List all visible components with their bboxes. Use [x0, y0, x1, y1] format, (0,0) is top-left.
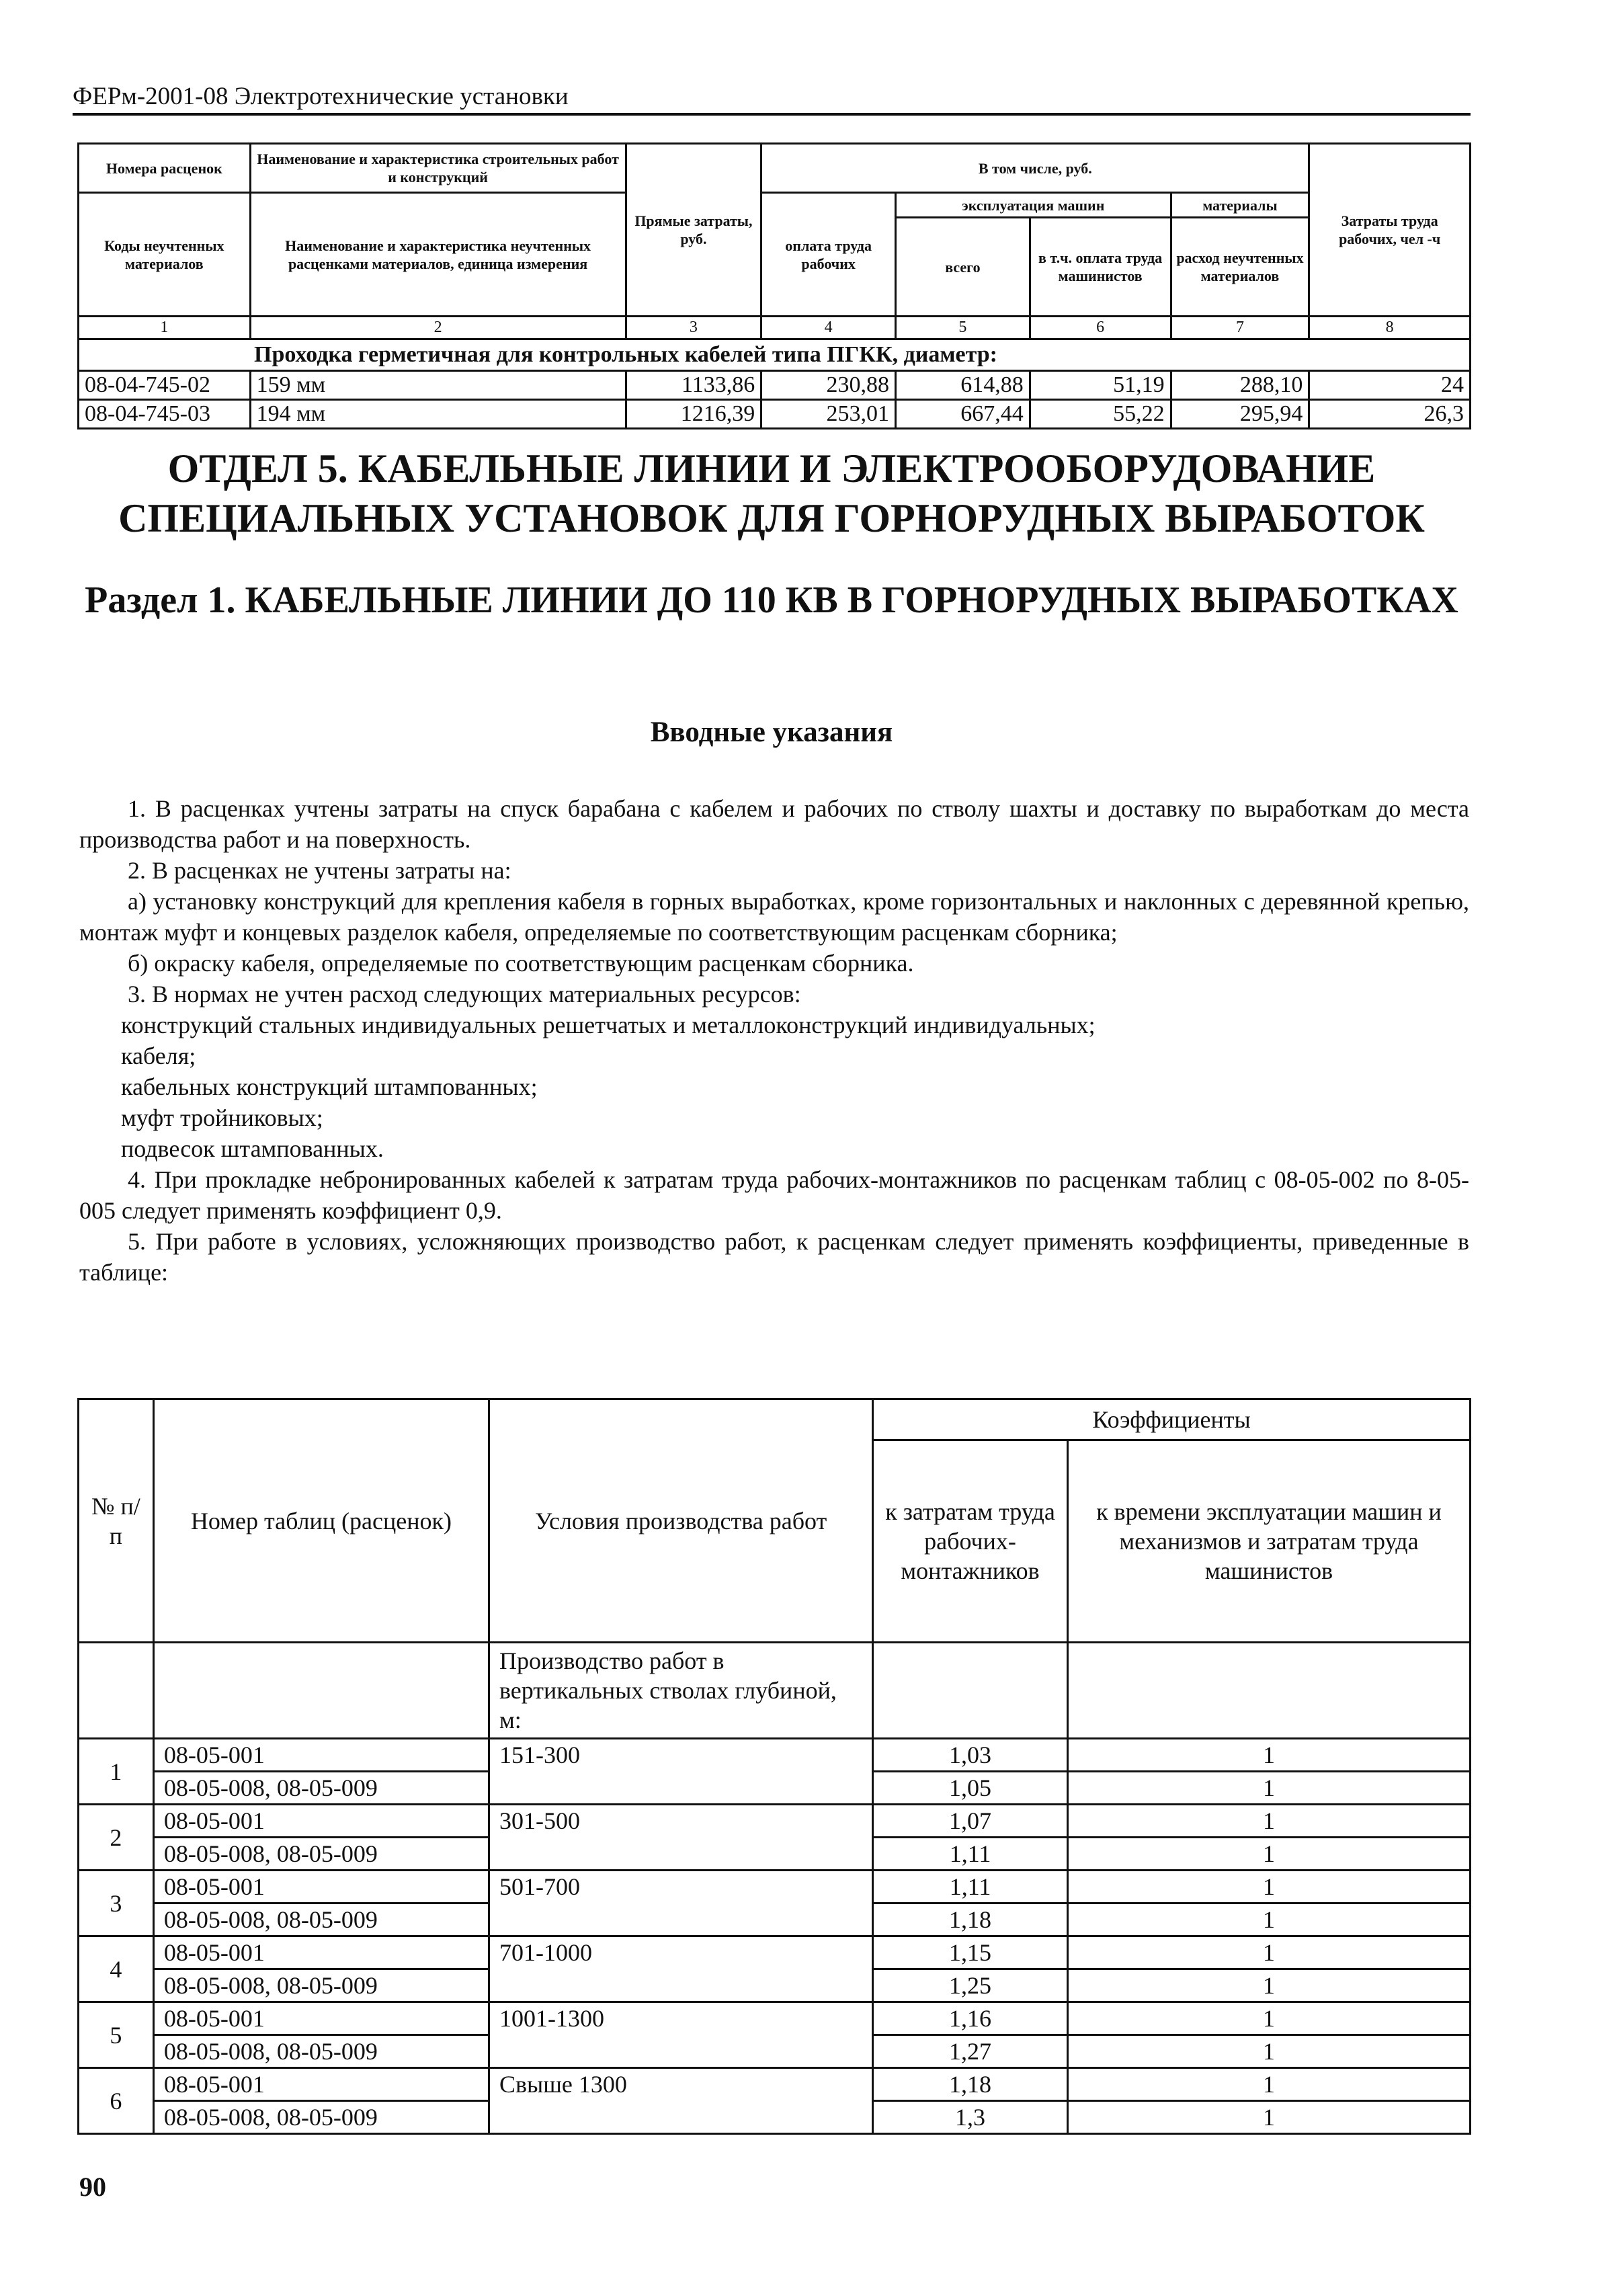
coef-machines: 1 [1067, 2002, 1470, 2035]
column-number: 7 [1171, 317, 1309, 339]
coef-labor: 1,15 [873, 1936, 1068, 1969]
intro-text [79, 793, 1469, 1288]
list-item: подвесок штампованных. [121, 1135, 384, 1162]
coefficients-table [77, 1398, 1471, 2135]
header-cell-k-mash: к времени эксплуатации машин и механизмов и затратам труда машинистов [1067, 1440, 1470, 1643]
machines-cost: 614,88 [896, 371, 1030, 400]
header-cell-koef: Коэффициенты [873, 1399, 1471, 1440]
coef-labor: 1,03 [873, 1739, 1068, 1772]
machines-cost: 667,44 [896, 400, 1030, 429]
header-cell-ekspl: эксплуатация машин [896, 193, 1171, 218]
list-item: кабельных конструкций штампованных; [121, 1073, 538, 1100]
table-row [79, 371, 1471, 400]
column-number: 6 [1030, 317, 1171, 339]
coef-machines: 1 [1067, 1936, 1470, 1969]
table-row [79, 1936, 1471, 1969]
condition: 501-700 [489, 1871, 873, 1936]
column-number: 1 [79, 317, 251, 339]
table-numbers: 08-05-001 [153, 2068, 489, 2101]
table-numbers: 08-05-001 [153, 1739, 489, 1772]
table-numbers: 08-05-008, 08-05-009 [153, 1772, 489, 1805]
coef-labor: 1,11 [873, 1871, 1068, 1903]
column-number: 2 [250, 317, 626, 339]
header-cell-usloviya: Условия производства работ [489, 1399, 873, 1643]
header-cell-kody: Коды неучтенных материалов [79, 193, 251, 317]
table-row [79, 1871, 1471, 1903]
table-numbers: 08-05-008, 08-05-009 [153, 1969, 489, 2002]
table-numbers: 08-05-001 [153, 2002, 489, 2035]
table-numbers: 08-05-008, 08-05-009 [153, 1838, 489, 1871]
header-cell-nomer: Номер таблиц (расценок) [153, 1399, 489, 1643]
coef-labor: 1,11 [873, 1838, 1068, 1871]
header-cell-naim1: Наименование и характеристика строительных работ и конструкций [250, 144, 626, 193]
condition: Свыше 1300 [489, 2068, 873, 2134]
paragraph: 2. В расценках не учтены затраты на: [128, 857, 511, 884]
coefficients-body [79, 1739, 1471, 2134]
paragraph: б) окраску кабеля, определяемые по соответствующим расценкам сборника. [128, 950, 914, 977]
coef-machines: 1 [1067, 2068, 1470, 2101]
list-item: муфт тройниковых; [121, 1104, 323, 1131]
header-cell-pryamye: Прямые затраты, руб. [626, 144, 761, 317]
header-cell-rashod: расход неучтенных материалов [1171, 218, 1309, 317]
table-numbers: 08-05-001 [153, 1936, 489, 1969]
intro-heading: Вводные указания [650, 716, 893, 748]
materials-cost: 295,94 [1171, 400, 1309, 429]
coef-machines: 1 [1067, 1969, 1470, 2002]
coef-machines: 1 [1067, 1871, 1470, 1903]
table-numbers: 08-05-001 [153, 1805, 489, 1838]
condition: 1001-1300 [489, 2002, 873, 2068]
header-cell-materialy: материалы [1171, 193, 1309, 218]
header-cell-no: № п/п [79, 1399, 154, 1643]
coef-labor: 1,18 [873, 2068, 1068, 2101]
labor-hours: 26,3 [1309, 400, 1471, 429]
header-cell-zatraty: Затраты труда рабочих, чел -ч [1309, 144, 1471, 317]
condition: 151-300 [489, 1739, 873, 1805]
coef-machines: 1 [1067, 2035, 1470, 2068]
price-table [77, 142, 1471, 429]
operators-cost: 51,19 [1030, 371, 1171, 400]
table-numbers: 08-05-001 [153, 1871, 489, 1903]
header-cell-naim2: Наименование и характеристика неучтенных расценками материалов, единица измерения [250, 193, 626, 317]
paragraph: 4. При прокладке небронированных кабелей к затратам труда рабочих-монтажников по расценкам таблиц с 08-05-002 по 8-05-005 следует применять коэффициент 0,9. [79, 1166, 1469, 1224]
coef-labor: 1,25 [873, 1969, 1068, 2002]
header-cell-nomera: Номера расценок [79, 144, 251, 193]
condition-intro: Производство работ в вертикальных стволах глубиной, м: [489, 1643, 873, 1739]
coef-labor: 1,27 [873, 2035, 1068, 2068]
department-title: ОТДЕЛ 5. КАБЕЛЬНЫЕ ЛИНИИ И ЭЛЕКТРООБОРУДОВАНИЕ СПЕЦИАЛЬНЫХ УСТАНОВОК ДЛЯ ГОРНОРУДНЫХ ВЫРАБОТОК [118, 446, 1425, 540]
table-row [79, 2002, 1471, 2035]
row-number: 5 [79, 2002, 154, 2068]
labor-hours: 24 [1309, 371, 1471, 400]
header-cell-v-tom: В том числе, руб. [761, 144, 1309, 193]
table-row [79, 2068, 1471, 2101]
list-item: конструкций стальных индивидуальных решетчатых и металлоконструкций индивидуальных; [121, 1012, 1096, 1038]
column-number: 5 [896, 317, 1030, 339]
row-number: 3 [79, 1871, 154, 1936]
coef-labor: 1,3 [873, 2101, 1068, 2134]
coef-labor: 1,16 [873, 2002, 1068, 2035]
materials-cost: 288,10 [1171, 371, 1309, 400]
paragraph: 5. При работе в условиях, усложняющих производство работ, к расценкам следует применять коэффициенты, приведенные в таблице: [79, 1228, 1469, 1286]
paragraph: 1. В расценках учтены затраты на спуск барабана с кабелем и рабочих по стволу шахты и доставку по выработкам до места производства работ и на поверхность. [79, 795, 1469, 853]
column-number: 8 [1309, 317, 1471, 339]
operators-cost: 55,22 [1030, 400, 1171, 429]
header-cell-k-trud: к затратам труда рабочих-монтажников [873, 1440, 1068, 1643]
paragraph: 3. В нормах не учтен расход следующих материальных ресурсов: [128, 981, 801, 1008]
labor-cost: 253,01 [761, 400, 896, 429]
work-name: 194 мм [250, 400, 626, 429]
coef-labor: 1,18 [873, 1903, 1068, 1936]
column-number: 4 [761, 317, 896, 339]
row-number: 2 [79, 1805, 154, 1871]
direct-cost: 1133,86 [626, 371, 761, 400]
coef-labor: 1,07 [873, 1805, 1068, 1838]
group-title: Проходка герметичная для контрольных кабелей типа ПГКК, диаметр: [79, 339, 1471, 371]
price-code: 08-04-745-03 [79, 400, 251, 429]
condition: 701-1000 [489, 1936, 873, 2002]
coef-labor: 1,05 [873, 1772, 1068, 1805]
coef-machines: 1 [1067, 2101, 1470, 2134]
section-title: Раздел 1. КАБЕЛЬНЫЕ ЛИНИИ ДО 110 КВ В ГОРНОРУДНЫХ ВЫРАБОТКАХ [85, 579, 1458, 621]
table-numbers: 08-05-008, 08-05-009 [153, 2101, 489, 2134]
coef-machines: 1 [1067, 1772, 1470, 1805]
table-numbers: 08-05-008, 08-05-009 [153, 2035, 489, 2068]
coef-machines: 1 [1067, 1903, 1470, 1936]
price-code: 08-04-745-02 [79, 371, 251, 400]
column-number: 3 [626, 317, 761, 339]
page-number: 90 [79, 2172, 106, 2202]
table-numbers: 08-05-008, 08-05-009 [153, 1903, 489, 1936]
coef-machines: 1 [1067, 1805, 1470, 1838]
table-row [79, 1739, 1471, 1772]
coef-machines: 1 [1067, 1739, 1470, 1772]
header-cell-vtch: в т.ч. оплата труда машинистов [1030, 218, 1171, 317]
table-row [79, 400, 1471, 429]
list-item: кабеля; [121, 1042, 196, 1069]
labor-cost: 230,88 [761, 371, 896, 400]
direct-cost: 1216,39 [626, 400, 761, 429]
row-number: 4 [79, 1936, 154, 2002]
coef-machines: 1 [1067, 1838, 1470, 1871]
condition: 301-500 [489, 1805, 873, 1871]
header-cell-oplata: оплата труда рабочих [761, 193, 896, 317]
row-number: 1 [79, 1739, 154, 1805]
work-name: 159 мм [250, 371, 626, 400]
running-header: ФЕРм-2001-08 Электротехнические установки [73, 81, 1471, 116]
table-row [79, 1805, 1471, 1838]
row-number: 6 [79, 2068, 154, 2134]
header-cell-vsego: всего [896, 218, 1030, 317]
paragraph: а) установку конструкций для крепления кабеля в горных выработках, кроме горизонтальных и наклонных с деревянной крепью, монтаж муфт и концевых разделок кабеля, определяемые по соответствующим расценкам сборника; [79, 888, 1469, 946]
